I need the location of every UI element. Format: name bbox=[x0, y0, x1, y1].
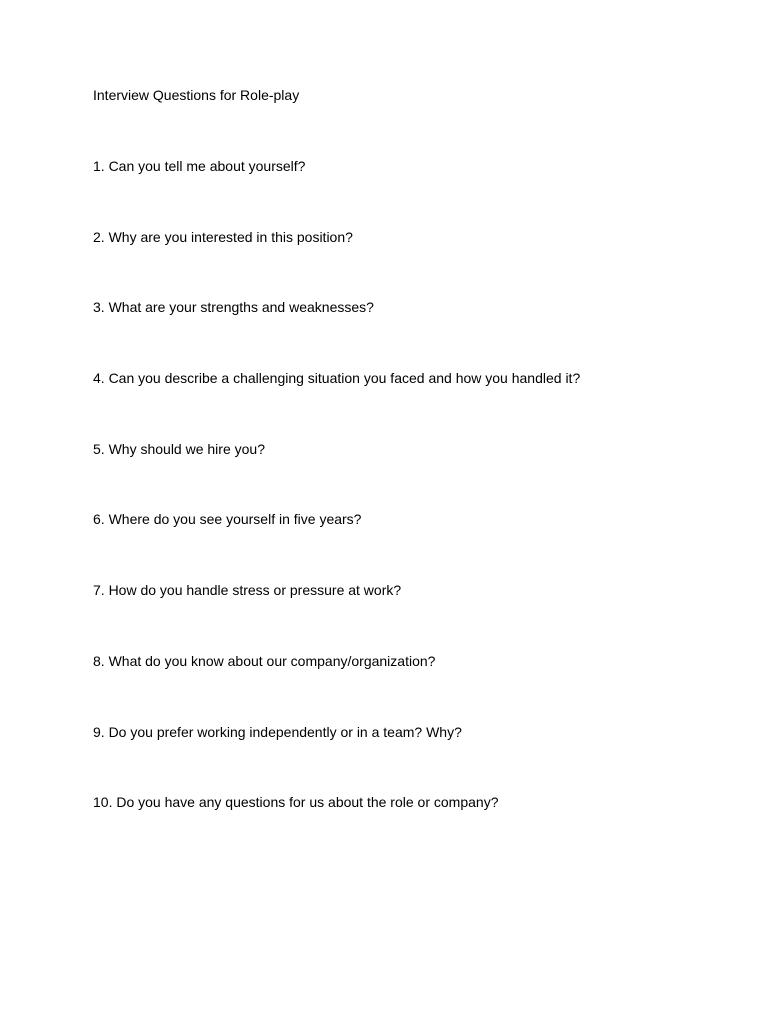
question-item: 5. Why should we hire you? bbox=[93, 440, 265, 457]
question-item: 2. Why are you interested in this position? bbox=[93, 228, 353, 245]
question-item: 3. What are your strengths and weaknesses? bbox=[93, 299, 374, 316]
document-title: Interview Questions for Role-play bbox=[93, 87, 300, 103]
question-item: 6. Where do you see yourself in five years? bbox=[93, 511, 362, 528]
question-item: 1. Can you tell me about yourself? bbox=[93, 158, 306, 174]
question-item: 10. Do you have any questions for us about the role or company? bbox=[93, 794, 499, 811]
question-item: 8. What do you know about our company/organization? bbox=[93, 652, 436, 669]
question-item: 9. Do you prefer working independently or in a team? Why? bbox=[93, 723, 462, 740]
question-list bbox=[93, 157, 580, 864]
question-item: 7. How do you handle stress or pressure at work? bbox=[93, 582, 402, 599]
question-item: 4. Can you describe a challenging situation you faced and how you handled it? bbox=[93, 370, 581, 387]
